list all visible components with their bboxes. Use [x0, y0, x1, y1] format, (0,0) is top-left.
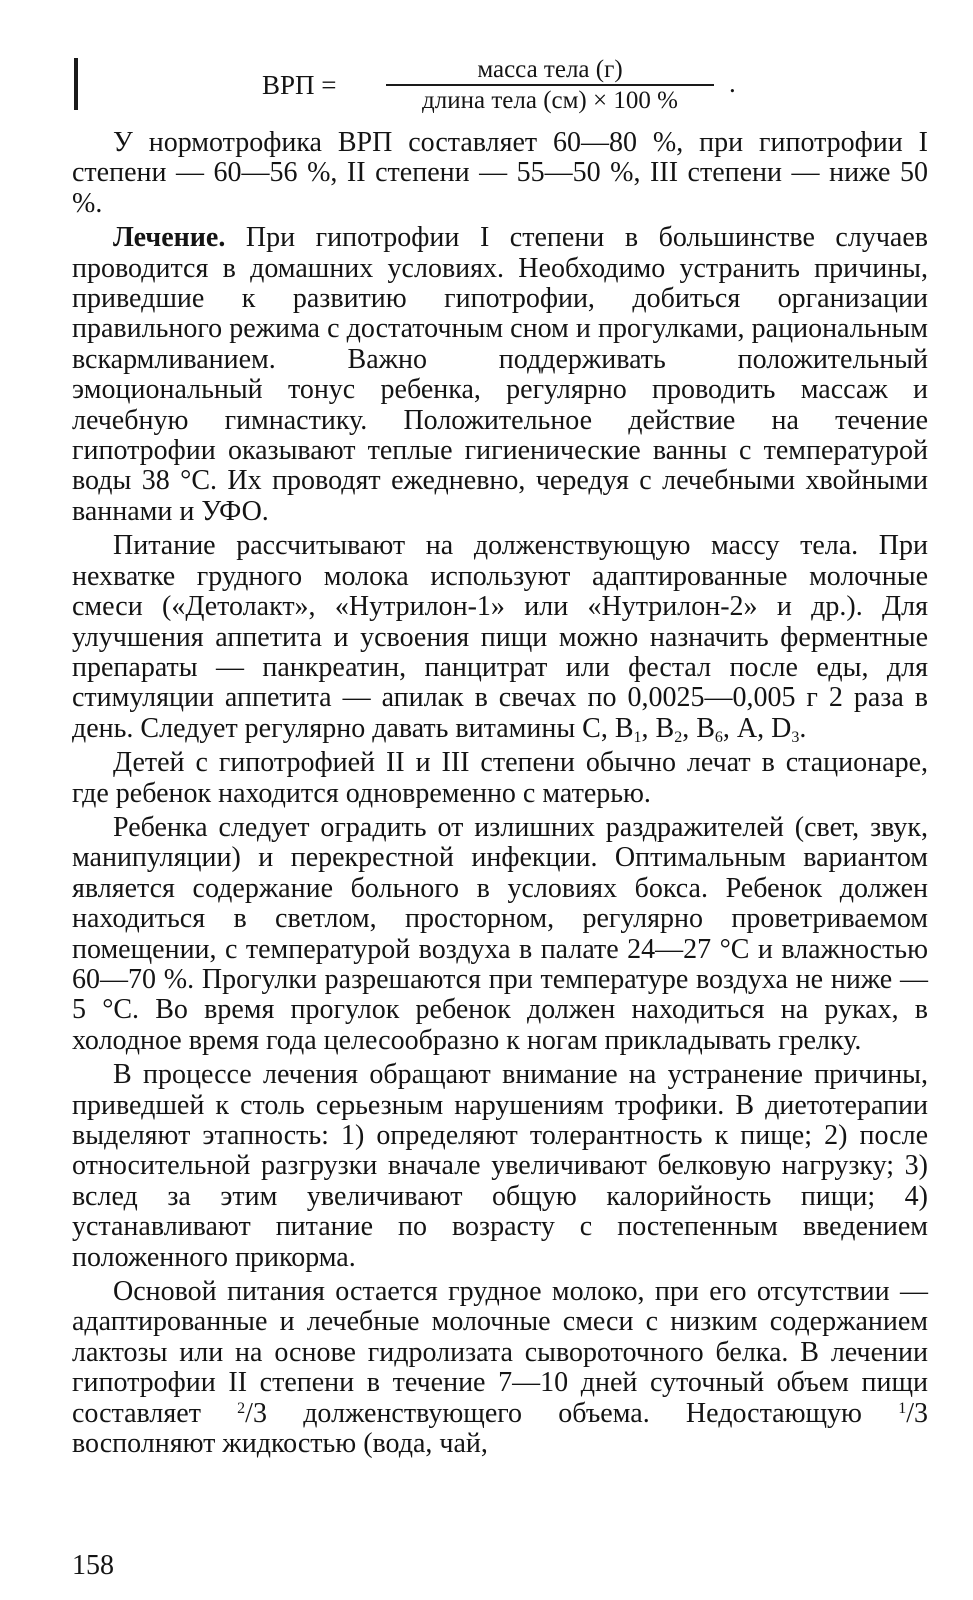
fraction-bar	[386, 84, 714, 86]
paragraph-text: Питание рассчитывают на долженствующую массу тела. При нехватке грудного молока используют адаптированные молочные смеси («Детолакт», «Нутрилон-1» или «Нутрилон-2» и др.). Для улучшения аппетита и усвоения пищи можно назначить ферментные препараты — панкреатин, панцитрат или фестал после еды, для стимуляции аппетита — апилак в свечах по 0,0025—0,005 г 2 раза в день. Следует регулярно давать витамины С, В	[72, 530, 928, 744]
paragraph-text: При гипотрофии I степени в большинстве случаев проводится в домашних условиях. Необходимо устранить причины, приведшие к развитию гипотрофии, добиться организации правильного режима с достаточным сном и прогулками, рациональным вскармливанием. Важно поддерживать положительный эмоциональный тонус ребенка, регулярно проводить массаж и лечебную гимнастику. Положительное действие на течение гипотрофии оказывают теплые гигиенические ванны с температурой воды 38 °С. Их проводят ежедневно, чередуя с лечебными хвойными ваннами и УФО.	[72, 222, 928, 527]
fraction-denominator: /3	[245, 1397, 267, 1429]
paragraph-nutrition	[72, 531, 928, 744]
subscript: 2	[674, 728, 683, 746]
formula-trailing: .	[729, 68, 736, 98]
formula-fraction	[386, 56, 714, 115]
section-label-treatment: Лечение.	[113, 222, 226, 254]
paragraph-text: , В	[682, 712, 715, 744]
paragraph-text: Основой питания остается грудное молоко, при его отсутствии — адаптированные и лечебные молочные смеси с низким содержанием лактозы или на основе гидролизата сывороточного белка. В лечении гипотрофии II степени в течение 7—10 дней суточный объем пищи составляет	[72, 1276, 928, 1429]
fraction-denominator: /3	[906, 1397, 928, 1429]
paragraph-text: У нормотрофика ВРП составляет 60—80 %, при гипотрофии I степени — 60—56 %, II степени — 55—50 %, III степени — ниже 50 %.	[72, 127, 928, 219]
formula-denominator: длина тела (см) × 100 %	[422, 87, 678, 114]
page-number: 158	[72, 1550, 114, 1581]
paragraph-text: Ребенка следует оградить от излишних раздражителей (свет, звук, манипуляции) и перекрестной инфекции. Оптимальным вариантом является содержание больного в условиях бокса. Ребенок должен находиться в светлом, просторном, регулярно проветриваемом помещении, с температурой воздуха в палате 24—27 °С и влажностью 60—70 %. Прогулки разрешаются при температуре воздуха не ниже —5 °С. Во время прогулок ребенок должен находиться на руках, в холодное время года целесообразно к ногам прикладывать грелку.	[72, 811, 928, 1056]
fraction-numerator: 2	[237, 1399, 246, 1417]
fraction-numerator: 1	[898, 1399, 907, 1417]
subscript: 3	[791, 728, 800, 746]
paragraph-text: , В	[641, 712, 675, 744]
paragraph-diet-stages	[72, 1060, 928, 1273]
paragraph-conditions	[72, 813, 928, 1056]
formula-lhs: ВРП =	[262, 70, 337, 100]
paragraph-text: , А, D	[722, 712, 792, 744]
subscript: 6	[714, 728, 723, 746]
formula-vrp	[262, 56, 736, 116]
margin-marker	[74, 58, 78, 110]
paragraph-vrp-norms	[72, 128, 928, 219]
paragraph-text: Детей с гипотрофией II и III степени обычно лечат в стационаре, где ребенок находится одновременно с матерью.	[72, 747, 928, 809]
paragraph-text: долженствующего объема. Недостающую	[266, 1397, 899, 1429]
paragraph-text: В процессе лечения обращают внимание на устранение причины, приведшей к столь серьезным нарушениям трофики. В диетотерапии выделяют этапность: 1) определяют толерантность к пище; 2) после относительной разгрузки вначале увеличивают белковую нагрузку; 3) вслед за этим увеличивают общую калорийность пищи; 4) устанавливают питание по возрасту с постепенным введением положенного прикорма.	[72, 1059, 928, 1273]
paragraph-hospital	[72, 748, 928, 809]
paragraph-breast-milk	[72, 1277, 928, 1459]
subscript: 1	[633, 728, 642, 746]
paragraph-text: восполняют жидкостью (вода, чай,	[72, 1428, 488, 1460]
formula-numerator: масса тела (г)	[477, 56, 623, 83]
paragraph-text: .	[799, 712, 807, 744]
body-text	[72, 128, 928, 1463]
paragraph-treatment	[72, 223, 928, 527]
